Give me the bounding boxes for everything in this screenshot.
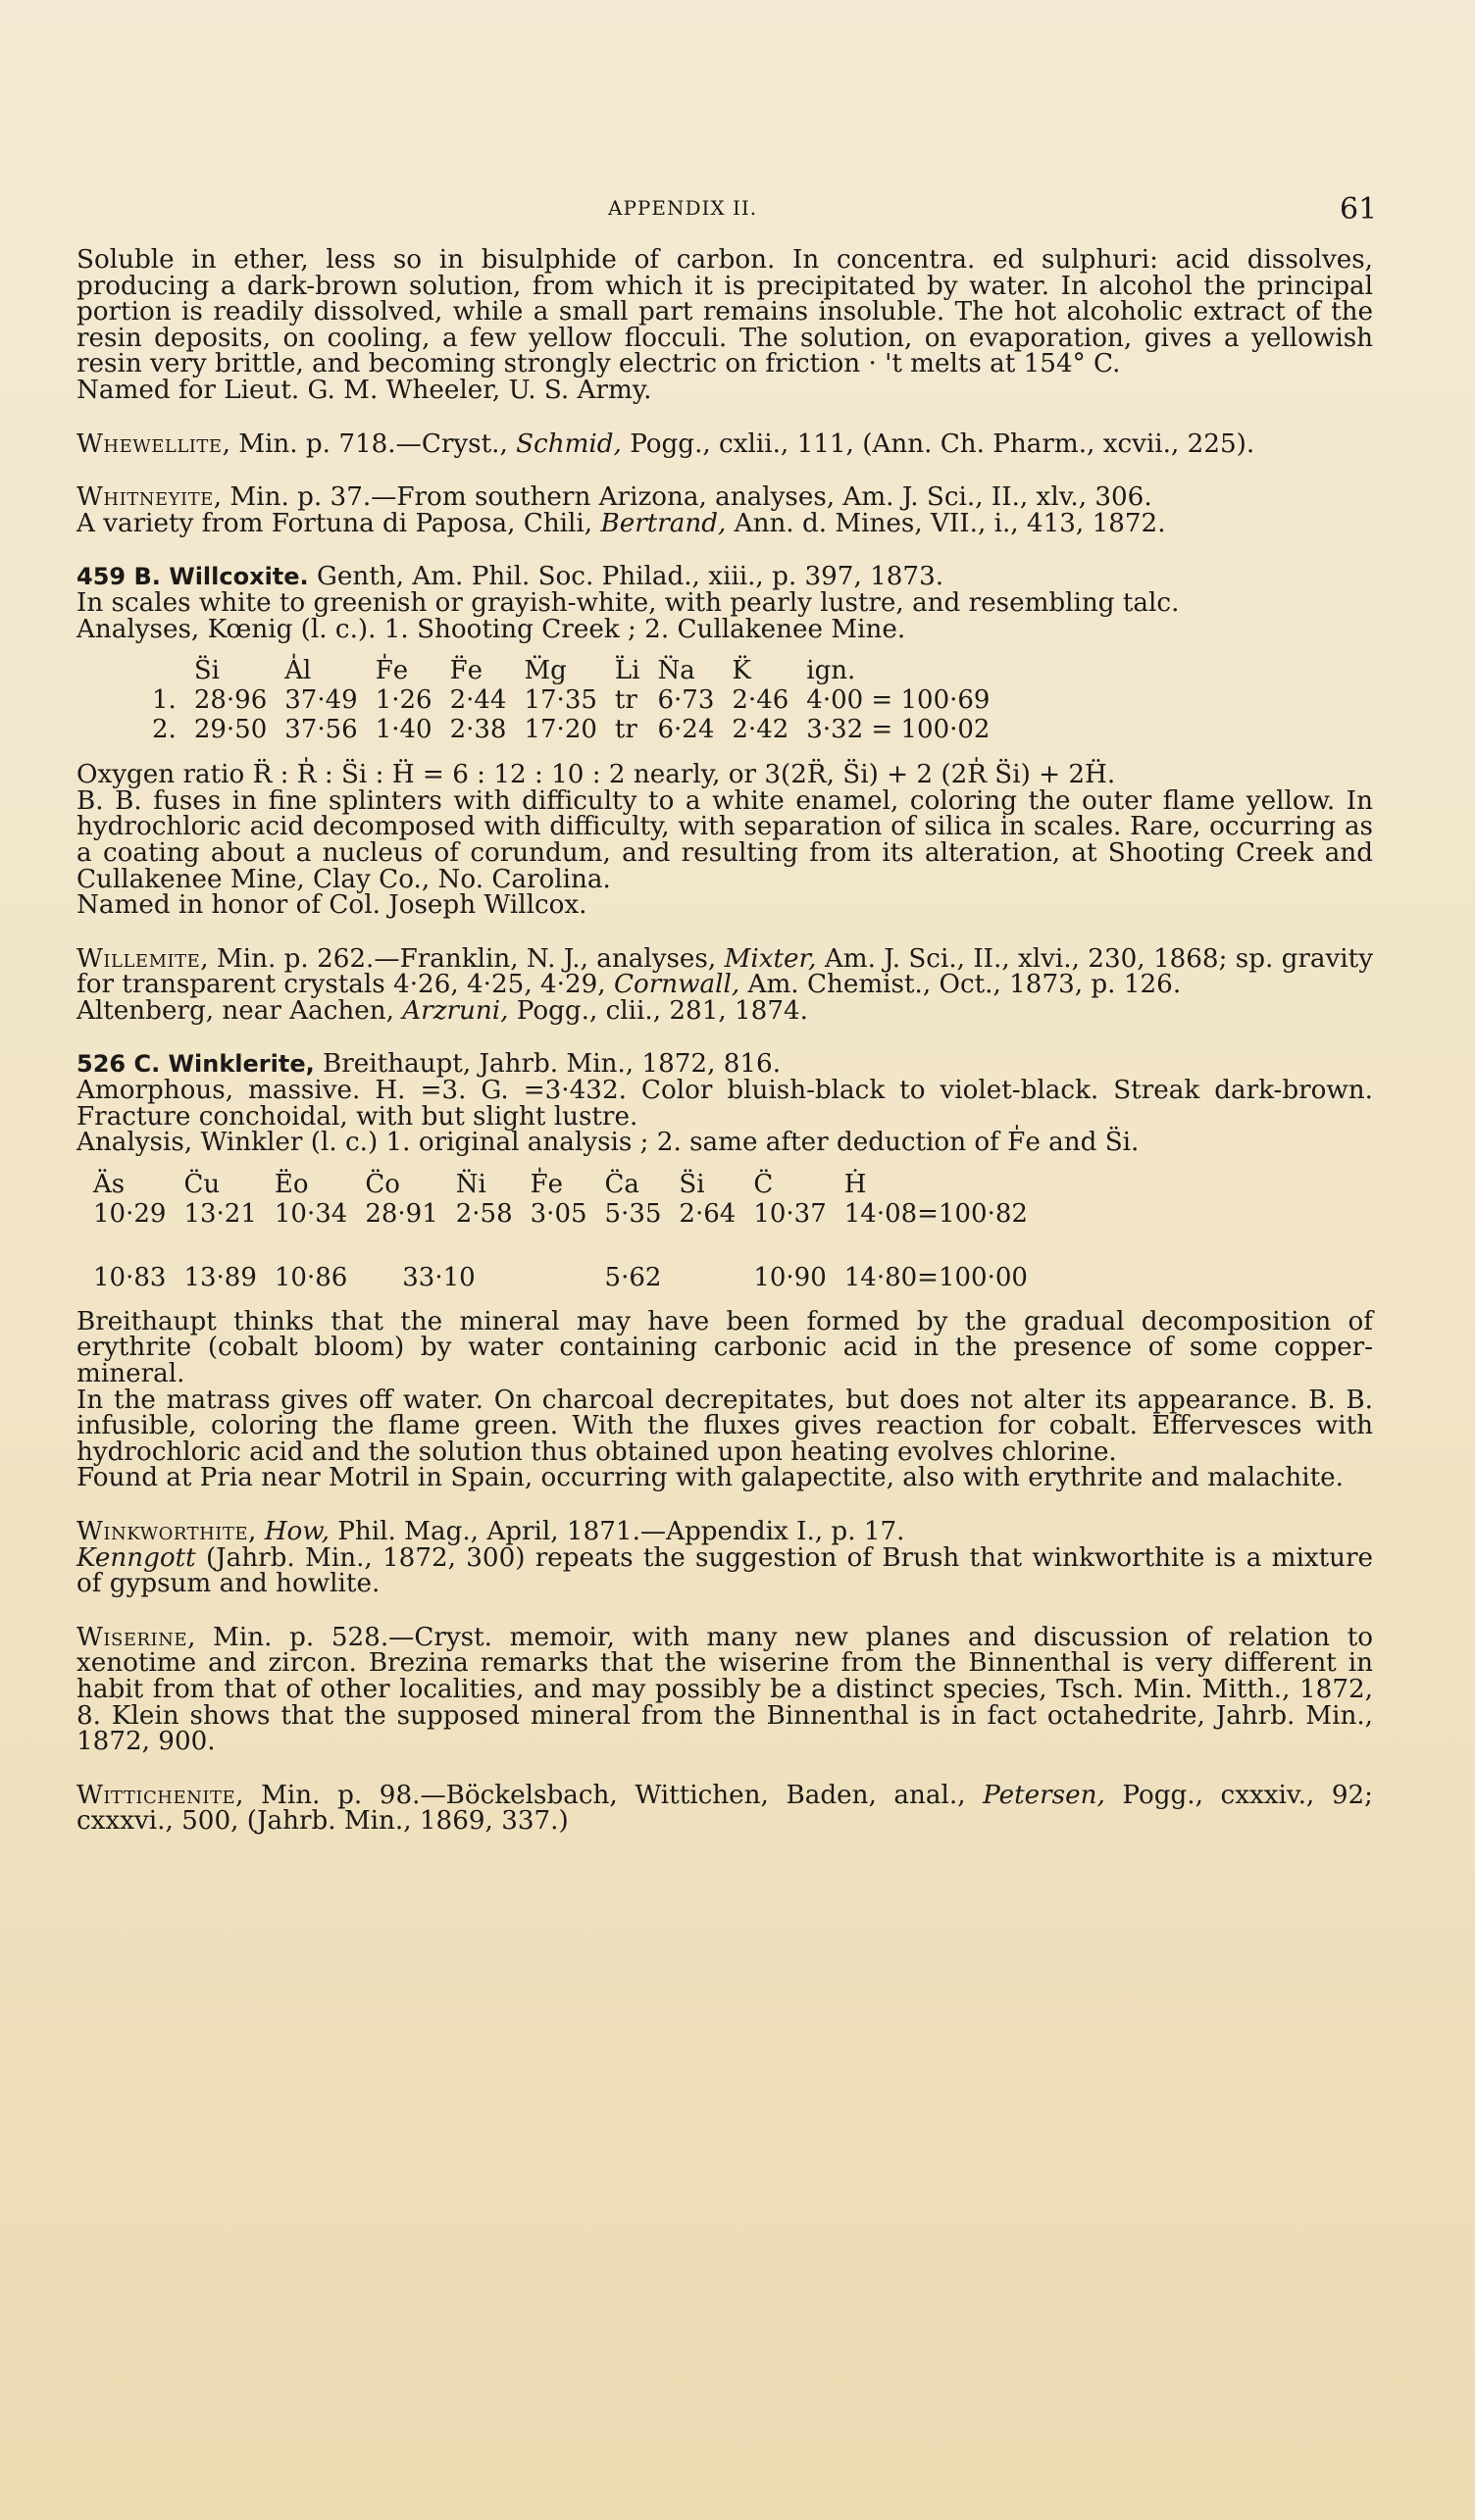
table-cell: 2·46 xyxy=(732,684,789,715)
column-header: K̈ xyxy=(732,655,751,685)
reference-text: , Min. p. 262.—Franklin, N. J., analyses, xyxy=(200,943,725,974)
reference-text: Am. Chemist., Oct., 1873, p. 126. xyxy=(739,970,1182,1000)
author: Mixter, xyxy=(724,943,817,974)
paragraph: Analyses, Kœnig (l. c.). 1. Shooting Creek ; 2. Cullakenee Mine. xyxy=(76,614,906,644)
author: How, xyxy=(264,1517,330,1546)
paragraph xyxy=(76,564,1373,590)
paragraph xyxy=(76,995,1373,1026)
species-heading: 459 B. Willcoxite. xyxy=(76,563,309,591)
table-row xyxy=(143,685,998,715)
table-cell: 2·64 xyxy=(679,1198,737,1229)
author: Schmid, xyxy=(516,428,622,459)
mineral-name: Wiserine xyxy=(76,1622,188,1652)
reference-text: Genth, Am. Phil. Soc. Philad., xiii., p. 397, 1873. xyxy=(308,562,944,592)
column-header: F̍e xyxy=(530,1169,564,1199)
paragraph: Analysis, Winkler (l. c.) 1. original analysis ; 2. same after deduction of F̍e and S̈i. xyxy=(76,1128,1140,1158)
reference-text: Pogg., clii., 281, 1874. xyxy=(508,995,808,1026)
table-cell: 5·62 xyxy=(604,1263,662,1293)
table-cell: 28·96 xyxy=(193,684,268,715)
column-header: A̍l xyxy=(284,655,312,685)
paragraph: Named for Lieut. G. M. Wheeler, U. S. Army. xyxy=(76,375,652,405)
paragraph xyxy=(76,1622,1373,1757)
mineral-name: Whitneyite xyxy=(76,482,214,513)
entry-willemite xyxy=(76,943,1373,1026)
table-cell: 14·08=100·82 xyxy=(843,1198,1028,1229)
table-cell: tr xyxy=(614,684,637,715)
author: Arzruni, xyxy=(402,995,509,1026)
author: Bertrand, xyxy=(600,508,727,538)
paragraph xyxy=(76,1542,1373,1599)
column-header: M̈g xyxy=(524,655,567,685)
table-row xyxy=(84,1199,1037,1229)
table-row xyxy=(143,715,998,744)
table-cell: 1. xyxy=(152,684,177,715)
table-cell: 4·00 = 100·69 xyxy=(806,684,991,715)
entry-winkworthite xyxy=(76,1519,1373,1597)
reference-text: Pogg., cxxxiv., 92; cxxxvi., 500, (Jahrb. Min., 1869, 337.) xyxy=(76,1780,1373,1837)
table-cell: 37·49 xyxy=(284,684,358,715)
table-cell: tr xyxy=(614,714,637,744)
table-cell: 2. xyxy=(152,714,177,744)
author: Kenngott xyxy=(76,1542,196,1573)
column-header: C̈o xyxy=(365,1169,400,1199)
table-cell: 1·40 xyxy=(375,714,432,744)
table-cell: 6·73 xyxy=(657,684,715,715)
table-cell: 5·35 xyxy=(604,1198,662,1229)
column-header: N̈a xyxy=(657,655,695,685)
paragraph xyxy=(76,508,1373,538)
table-header-row xyxy=(143,656,998,685)
author: Cornwall, xyxy=(613,970,740,1000)
reference-text: Am. J. Sci., II., xlvi., 230, 1868; sp. gravity for transparent crystals 4·26, 4·25, 4·29, xyxy=(76,943,1373,1000)
table-cell: 13·21 xyxy=(183,1198,257,1229)
table-cell: 6·24 xyxy=(657,714,715,744)
table-cell: 10·29 xyxy=(93,1198,167,1229)
table-cell xyxy=(670,1229,744,1291)
table-cell xyxy=(522,1229,596,1291)
species-heading: 526 C. Winklerite, xyxy=(76,1050,315,1079)
column-header: Ëo xyxy=(274,1169,309,1199)
mineral-name: Willemite xyxy=(76,943,201,974)
table-cell: 10·37 xyxy=(753,1198,827,1229)
table-cell: 3·32 = 100·02 xyxy=(806,714,991,744)
page-header xyxy=(0,192,1475,231)
table-cell: 37·56 xyxy=(284,714,358,744)
running-head: APPENDIX II. xyxy=(608,196,758,220)
paragraph: Found at Pria near Motril in Spain, occurring with galapectite, also with erythrite and malachite. xyxy=(76,1463,1344,1493)
column-header: ign. xyxy=(806,655,856,685)
column-header: N̈i xyxy=(455,1169,486,1199)
reference-text: Phil. Mag., April, 1871.—Appendix I., p. 17. xyxy=(329,1517,905,1546)
reference-text: , Min. p. 718.—Cryst., xyxy=(222,428,517,459)
reference-text: , Min. p. 528.—Cryst. memoir, with many new planes and discussion of relation to xenotime and zircon. Brezina remarks that the wiserine from the Binnenthal is very different in habit from that of other localities, and may possibly be a distinct species, Tsch. Min. Mitth., 1872, 8. Klein shows that the supposed mineral from the Binnenthal is in fact octahedrite, Jahrb. Min., 1872, 900. xyxy=(76,1622,1373,1757)
column-header: S̈i xyxy=(679,1169,705,1199)
table-cell: 2·44 xyxy=(449,684,507,715)
paragraph: B. B. fuses in fine splinters with difficulty to a white enamel, coloring the outer flame yellow. In hydrochloric acid decomposed with difficulty, with separation of silica in scales. Rare, occurring as a coating about a nucleus of corundum, and resulting from its alteration, at Shooting Creek and Cullakenee Mine, Clay Co., No. Carolina. xyxy=(76,785,1373,894)
reference-text: Altenberg, near Aachen, xyxy=(76,995,403,1026)
table-cell: 33·10 xyxy=(402,1263,476,1293)
column-header: F̈e xyxy=(449,655,483,685)
paragraph xyxy=(76,1051,1373,1078)
column-header: F̍e xyxy=(375,655,409,685)
paragraph: Amorphous, massive. H. =3. G. =3·432. Color bluish-black to violet-black. Streak dark-brown. Fracture conchoidal, with but slight lustre. xyxy=(76,1076,1373,1132)
reference-text: , Min. p. 98.—Böckelsbach, Wittichen, Baden, anal., xyxy=(235,1780,984,1810)
reference-text: A variety from Fortuna di Papo xyxy=(76,508,480,538)
table-cell: 10·86 xyxy=(274,1263,348,1293)
table-cell: 10·90 xyxy=(753,1263,827,1293)
entry-whitneyite xyxy=(76,484,1373,536)
entry-wiserine xyxy=(76,1622,1373,1757)
paragraph xyxy=(76,428,1373,459)
paragraph: Soluble in ether, less so in bisulphide of carbon. In concentra. ed sulphuri: acid dissolves, producing a dark-brown solution, from which it is precipitated by water. In alcohol the principal portion is readily dissolved, while a small part remains insoluble. The hot alcoholic extract of the resin deposits, on cooling, a few yellow flocculi. The solution, on evaporation, gives a yellowish resin very brittle, and becoming strongly electric on friction · 't melts at 154° C. xyxy=(76,245,1373,379)
reference-text: , xyxy=(248,1517,265,1546)
paragraph xyxy=(76,1519,1373,1545)
paragraph: Breithaupt thinks that the mineral may have been formed by the gradual decomposition of erythrite (cobalt bloom) by water containing carbonic acid in the presence of some copper-mineral. xyxy=(76,1306,1373,1389)
column-header: Äs xyxy=(93,1169,126,1199)
paragraph: Named in honor of Col. Joseph Willcox. xyxy=(76,890,587,921)
analysis-table xyxy=(84,1170,1037,1291)
table-cell: 2·38 xyxy=(449,714,507,744)
table-cell: 13·89 xyxy=(183,1263,257,1293)
table-cell: 17·20 xyxy=(524,714,597,744)
entry-whewellite xyxy=(76,428,1373,459)
entry-wheelerite-continued xyxy=(76,247,1373,404)
table-cell: 14·80=100·00 xyxy=(843,1263,1028,1293)
paragraph xyxy=(76,484,1373,511)
analysis-table xyxy=(143,656,998,744)
column-header: L̈i xyxy=(614,655,640,685)
column-header: Ḣ xyxy=(843,1169,867,1199)
oxygen-ratio: Oxygen ratio R̈ : R̍ : S̈i : Ḧ = 6 : 12 : 10 : 2 nearly, or 3(2R̈, S̈i) + 2 (2R̍ S̈i) + 2Ḧ. xyxy=(76,760,1116,790)
reference-text: sa, Chili, xyxy=(479,508,601,538)
author: Petersen, xyxy=(983,1780,1105,1810)
table-header-row xyxy=(84,1170,1037,1199)
entry-wittichenite xyxy=(76,1780,1373,1837)
mineral-name: Whewellite xyxy=(76,428,223,459)
page-body xyxy=(76,247,1373,1862)
table-cell: 10·83 xyxy=(93,1263,167,1293)
column-header: C̈u xyxy=(183,1169,221,1199)
table-cell: 2·42 xyxy=(732,714,789,744)
page-number: 61 xyxy=(1340,192,1378,227)
table-cell: 10·34 xyxy=(274,1198,348,1229)
reference-text: Pogg., cxlii., 111, (Ann. Ch. Pharm., xcvii., 225). xyxy=(621,428,1255,459)
reference-text: , Min. p. 37.—From southern Arizona, analyses, Am. J. Sci., II., xlv., 306. xyxy=(213,482,1152,513)
table-cell: 2·58 xyxy=(455,1198,513,1229)
paragraph: In the matrass gives off water. On charcoal decrepitates, but does not alter its appearance. B. B. infusible, coloring the flame green. With the fluxes gives reaction for cobalt. Effervesces with hydrochloric acid and the solution thus obtained upon heating evolves chlorine. xyxy=(76,1385,1373,1467)
mineral-name: Wittichenite xyxy=(76,1780,236,1810)
table-cell: 1·26 xyxy=(375,684,432,715)
paragraph xyxy=(76,1780,1373,1837)
reference-text: Breithaupt, Jahrb. Min., 1872, 816. xyxy=(314,1049,782,1080)
entry-willcoxite xyxy=(76,562,1373,921)
column-header: S̈i xyxy=(193,655,220,685)
entry-winklerite xyxy=(76,1051,1373,1491)
table-row xyxy=(84,1229,1037,1291)
mineral-name: Winkworthite xyxy=(76,1517,249,1546)
reference-text: (Jahrb. Min., 1872, 300) repeats the suggestion of Brush that winkworthite is a mixture of gypsum and howlite. xyxy=(76,1542,1373,1599)
table-cell: 17·35 xyxy=(524,684,597,715)
table-cell: 3·05 xyxy=(530,1198,587,1229)
paragraph xyxy=(76,943,1373,1000)
paragraph: In scales white to greenish or grayish-white, with pearly lustre, and resembling talc. xyxy=(76,587,1180,618)
table-cell: 28·91 xyxy=(365,1198,438,1229)
column-header: C̈a xyxy=(604,1169,639,1199)
column-header xyxy=(143,656,185,685)
column-header: C̈ xyxy=(753,1169,774,1199)
table-cell: 29·50 xyxy=(193,714,268,744)
reference-text: Ann. d. Mines, VII., i., 413, 1872. xyxy=(726,508,1166,538)
